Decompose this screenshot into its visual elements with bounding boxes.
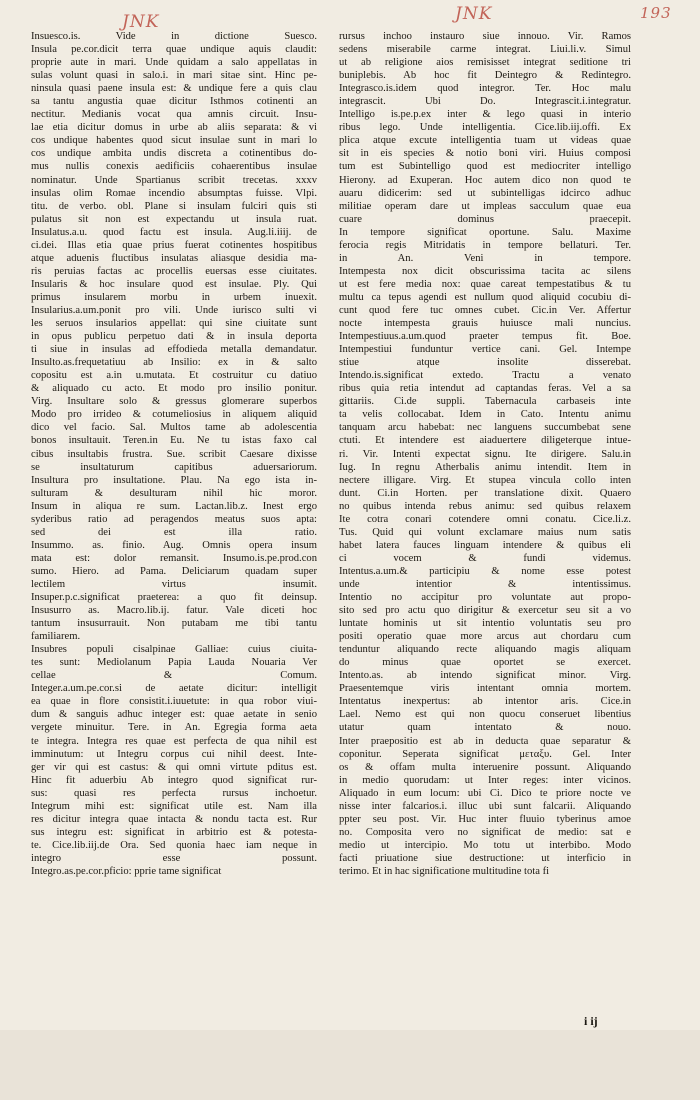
text-line: Virg. Insultare solo & gressus glomerare superbos xyxy=(31,396,317,408)
text-line: Intento.as. ab intendo significat minor. Virg. xyxy=(339,670,631,682)
text-line: Insum in aliqua re sum. Lactan.lib.z. Inest ergo xyxy=(31,500,317,512)
text-line: in An. Veni in tempore. xyxy=(339,252,631,264)
text-line: Inter praepositio est ab in deducta quae separatur & xyxy=(339,735,631,747)
text-line: Integer.a.um.pe.cor.si de aetate dicitur: intelligit xyxy=(31,683,317,695)
text-line: proprie aute in mari. Unde quidam a salo appellatas in xyxy=(31,57,317,69)
text-line: Insubres populi cisalpinae Galliae: cuius ciuita- xyxy=(31,644,317,656)
text-line: Hinc fit aduerbiu Ab integro quod significat rur- xyxy=(31,774,317,786)
text-line: sus: quasi res perfecta rursus inchoetur. xyxy=(31,787,317,799)
text-line: Insultura pro insultatione. Plau. Na ego ista in- xyxy=(31,474,317,486)
text-line: ger vir qui est castus: & qui omni virtute pditus est. xyxy=(31,761,317,773)
text-line: Modo pro irrideo & cotumeliosius in aliquem aliquid xyxy=(31,409,317,421)
text-line: stiue atque insolite disserebat. xyxy=(339,357,631,369)
text-line: Intentus.a.um.& participiu & nome esse potest xyxy=(339,565,631,577)
text-line: habet latera fauces linguam intendere & quibus eli xyxy=(339,539,631,551)
text-line: ti siue in insulas ad effodieda metalla demandatur. xyxy=(31,344,317,356)
text-line: cunt quod fere tuc omnes cubet. Cic.in Ver. Affertur xyxy=(339,304,631,316)
text-line: cos undique habentes quod sicut insulae sunt in mari lo xyxy=(31,135,317,147)
text-line: mata est: dolor remansit. Insumo.is.pe.prod.con xyxy=(31,552,317,564)
text-line: Insuper.p.c.significat praeterea: a quo fit deinsup. xyxy=(31,592,317,604)
text-line: gittariis. Ci.de suppli. Tabernacula carbaseis inte xyxy=(339,396,631,408)
text-line: nocte intempesta grauis huiusce mali nuncius. xyxy=(339,318,631,330)
text-line: Lael. Nemo est qui non quocu conseruet libentius xyxy=(339,709,631,721)
text-line: atque aduenis fluctibus insulatas aliasque desidia ma- xyxy=(31,252,317,264)
text-line: Tus. Quid qui volunt exclamare maius num satis xyxy=(339,526,631,538)
text-line: copositu est a.in u.mutata. Et costruitur cu datiuo xyxy=(31,370,317,382)
text-line: terimo. Et in hac significatione multitudine tota fi xyxy=(339,866,550,877)
text-line: Insularius.a.um.ponit pro vili. Unde iurisco sulti vi xyxy=(31,304,317,316)
text-line: ut est fere media nox: quae careat tempestatibus & tu xyxy=(339,278,631,290)
text-line: tes sunt: Mediolanum Papia Lauda Nouaria Ver xyxy=(31,657,317,669)
text-line: rursus inchoo instauro siue innouo. Vir. Ramos xyxy=(339,31,631,42)
text-line: Aliquado in eum locum: ubi Ci. Dico te priore nocte ve xyxy=(339,787,631,799)
text-line: sedens miserabile carme integrat. Liui.li.v. Simul xyxy=(339,44,631,56)
text-line: les seruos insularios appellat: qui sine ciuitate sunt xyxy=(31,318,317,330)
text-line: familiarem. xyxy=(31,631,81,643)
text-line: buniplebis. Ab hoc fit Deintegro & Redintegro. xyxy=(339,70,631,82)
text-line: nectere illigare. Virg. Et stupea vincula collo inten xyxy=(339,474,631,486)
text-line: auaru didicerim: sed ut subintelligas idcirco adhuc xyxy=(339,187,631,199)
text-line: dico vel facio. Sal. Multos tame ab adolescentia xyxy=(31,422,317,434)
text-line: nectitur. Medianis vocat qua amnis circuit. Insu- xyxy=(31,109,317,121)
text-line: do minus quae oportet se exercet. xyxy=(339,657,631,669)
text-line: Insularis & hoc insulare quod est insulae. Ply. Qui xyxy=(31,278,317,290)
text-line: Integro.as.pe.cor.pficio: pprie tame significat xyxy=(31,866,222,877)
text-line: Insummo. as. finio. Aug. Omnis opera insum xyxy=(31,539,317,551)
text-line: no. Composita vero no significat de medio: sat e xyxy=(339,826,631,838)
text-line: Insulto.as.frequetatiuu ab Insilio: ex in & salto xyxy=(31,357,317,369)
text-line: integrascit. Ubi Do. Integrascit.i.integratur. xyxy=(339,96,631,108)
text-line: ea quae in flore consistit.i.iuuetute: in qua robor viui- xyxy=(31,696,317,708)
text-line: dum & sanguis adhuc integer est: quae aetate in senio xyxy=(31,709,317,721)
text-line: Insulatus.a.u. quod factu est insula. Aug.li.iiij. de xyxy=(31,226,317,238)
text-line: pulatus sit non est expectandu ut insula ruat. xyxy=(31,213,317,225)
text-line: tantum insusurrauit. Non putabam me tibi tantu xyxy=(31,618,317,630)
text-line: coponitur. Seperata significat μεταξυ. Gel. Inter xyxy=(339,748,631,760)
text-line: te integra. Integra res quae est perfecta de qua nihil est xyxy=(31,735,317,747)
text-line: syderibus ratio ad peragendos meatus suos apta: xyxy=(31,513,317,525)
text-line: Intempestiuus.a.um.quod praeter tempus fit. Boe. xyxy=(339,331,631,343)
text-line: sito sed pro actu quo dirigitur & exercetur seu sit a vo xyxy=(339,605,631,617)
text-line: ris peruias factas ac procellis euersas esse ciuitates. xyxy=(31,265,317,277)
text-column-left xyxy=(31,30,317,878)
text-line: cuare dominus praecepit. xyxy=(339,213,631,225)
text-line: medio ut intercipio. Mo totu ut interbibo. Modo xyxy=(339,839,631,851)
text-line: in opus publicu perpetuo dati & in insula deporta xyxy=(31,331,317,343)
text-line: dunt. Ci.in Horten. per translatione dixit. Quaero xyxy=(339,487,631,499)
text-line: titu. de verbo. obl. Plane si insulam fulciri quis sti xyxy=(31,200,317,212)
text-line: primus insularem morbu in urbem inuexit. xyxy=(31,291,317,303)
text-line: bonos insultauit. Teren.in Eu. Ne tu istas faxo cal xyxy=(31,435,317,447)
text-line: Intentatus inexpertus: ab intentor aris. Cice.in xyxy=(339,696,631,708)
text-line: Praesentemque viris intentant omnia mortem. xyxy=(339,683,631,695)
text-line: sa tantu angustia quae dicitur Isthmos cotinenti an xyxy=(31,96,317,108)
text-column-right xyxy=(339,30,631,878)
text-line: Insusurro as. Macro.lib.ij. fatur. Vale diceti hoc xyxy=(31,605,317,617)
text-line: ferocia regis Mitridatis in tempore bellaturi. Ter. xyxy=(339,239,631,251)
text-line: multu ca tepus agendi est nullum quod aliquid cocubiu di- xyxy=(339,291,631,303)
text-line: luntate hominis ut sit intentio voluntatis seu pro xyxy=(339,618,631,630)
text-line: sulturam & desulturam nihil hic moror. xyxy=(31,487,317,499)
text-line: positi operatio quae more arcus aut chordaru cum xyxy=(339,631,631,643)
text-line: vergete minuitur. Tere. in An. Egregia forma aeta xyxy=(31,722,317,734)
text-line: nominatur. Unde Spartianus scribit trecetas. xxxv xyxy=(31,174,317,186)
text-line: Insula pe.cor.dicit terra quae undique aquis claudit: xyxy=(31,44,317,56)
text-line: res dicitur integra quae intacta & nondu tacta est. Rur xyxy=(31,813,317,825)
text-line: ta velis collocabat. Idem in Cato. Intentu animu xyxy=(339,409,631,421)
text-line: Integrasco.is.idem quod integror. Ter. Hoc malu xyxy=(339,83,631,95)
text-line: ribus lego. Unde intelligentia. Cice.lib.iij.offi. Ex xyxy=(339,122,631,134)
handwritten-mark-right: JNK xyxy=(455,4,493,24)
text-line: Ite cotra conari cotendere omni conatu. Cice.li.z. xyxy=(339,513,631,525)
text-line: militiae operam dare ut impleas sacculum quae eua xyxy=(339,200,631,212)
text-line: tenduntur aliquando recte aliquando magis aliquam xyxy=(339,644,631,656)
text-line: cibus insultabis frustra. Sue. scribit Caesare dixisse xyxy=(31,448,317,460)
text-line: sumo. Hiero. ad Pama. Deliciarum quadam super xyxy=(31,565,317,577)
text-line: se insultaturum capitibus aduersariorum. xyxy=(31,461,317,473)
text-line: facti priuatione siue destructione: ut interficio in xyxy=(339,852,631,864)
text-line: Intentio no accipitur pro voluntate aut propo- xyxy=(339,592,631,604)
text-line: cos undique ambita undis discreta a cotinentibus do- xyxy=(31,148,317,160)
text-line: Intelligo is.pe.p.ex inter & lego quasi in interio xyxy=(339,109,631,121)
text-line: integro esse possunt. xyxy=(31,852,317,864)
page-bottom-margin xyxy=(0,1030,700,1100)
text-line: ri. Vir. Intenti expectat signu. Ite dirigere. Salu.in xyxy=(339,448,631,460)
text-line: Iug. In regnu Atherbalis animu intendit. Item in xyxy=(339,461,631,473)
folio-number: 193 xyxy=(640,4,672,22)
text-line: ribus quia retia intendut ad captandas feras. Vel a sa xyxy=(339,383,631,395)
text-line: Insuesco.is. Vide in dictione Suesco. xyxy=(31,31,317,42)
text-line: plica atque excute intelligentia tuam ut videas quae xyxy=(339,135,631,147)
text-line: no quibus intenda rebus animu: sed quibus relaxem xyxy=(339,500,631,512)
text-line: & aliquado cu acto. Et modo pro insilio ponitur. xyxy=(31,383,317,395)
text-line: sus integru est: significat in arbitrio est & potesta- xyxy=(31,826,317,838)
text-line: Integrum mihi est: significat utile est. Nam illa xyxy=(31,800,317,812)
text-line: sulas volunt quasi in salo.i. in mari sitae sint. Hinc pe- xyxy=(31,70,317,82)
text-line: in medio quorudam: ut Inter reges: inter vicinos. xyxy=(339,774,631,786)
text-line: lae etia dicitur domus in urbe ab aliis separata: & vi xyxy=(31,122,317,134)
text-line: utatur quam intentato & nouo. xyxy=(339,722,631,734)
text-line: te. Cice.lib.iij.de Ora. Sed quonia haec iam neque in xyxy=(31,839,317,851)
text-line: tanquam arcu habebat: nec languens succumbebat sene xyxy=(339,422,631,434)
text-line: os & offam multa interuenire possunt. Aliquando xyxy=(339,761,631,773)
text-line: ci vocem & fundi videmus. xyxy=(339,552,631,564)
text-line: In tempore significat oportune. Salu. Maxime xyxy=(339,226,631,238)
text-line: imminutum: ut Integru corpus cui nihil deest. Inte- xyxy=(31,748,317,760)
text-line: ctuti. Et intendere est aiaduertere diligeterque intue- xyxy=(339,435,631,447)
text-line: nisse inter falcarios.i. illuc ubi sunt falcarii. Aliquando xyxy=(339,800,631,812)
text-line: mus nullis conexis aedificiis cohaerentibus insulae xyxy=(31,161,317,173)
text-line: ci.dei. Illas etia quae prius fuerat cotinentes hospitibus xyxy=(31,239,317,251)
text-line: insulas olim Romae incendio absumptas fuisse. Vlpi. xyxy=(31,187,317,199)
text-line: tum est Subintelligo quod est mediocriter intelligo xyxy=(339,161,631,173)
text-line: cellae & Comum. xyxy=(31,670,317,682)
text-line: Intempesta nox dicit obscurissima tacita ac silens xyxy=(339,265,631,277)
text-line: unde intentior & intentissimus. xyxy=(339,578,631,590)
text-line: Intempestiui funduntur vertice cani. Gel. Intempe xyxy=(339,344,631,356)
text-line: Hierony. ad Exuperan. Hoc autem dico non quod te xyxy=(339,174,631,186)
handwritten-mark-left: JNK xyxy=(122,12,160,32)
text-line: sed dei est illa ratio. xyxy=(31,526,317,538)
text-line: Intendo.is.significat extedo. Tractu a venato xyxy=(339,370,631,382)
text-line: ninsula quasi paene insula est: & undique fere a quis clau xyxy=(31,83,317,95)
text-line: ppter seu post. Vir. Huc inter fluuio tyberinus amoe xyxy=(339,813,631,825)
text-line: ut ab religione aios remisisset integrat seditione tri xyxy=(339,57,631,69)
text-line: sit in eis species & notio boni viri. Huius composi xyxy=(339,148,631,160)
text-line: lectilem virtus insumit. xyxy=(31,578,317,590)
signature-mark: i ij xyxy=(584,1014,598,1028)
